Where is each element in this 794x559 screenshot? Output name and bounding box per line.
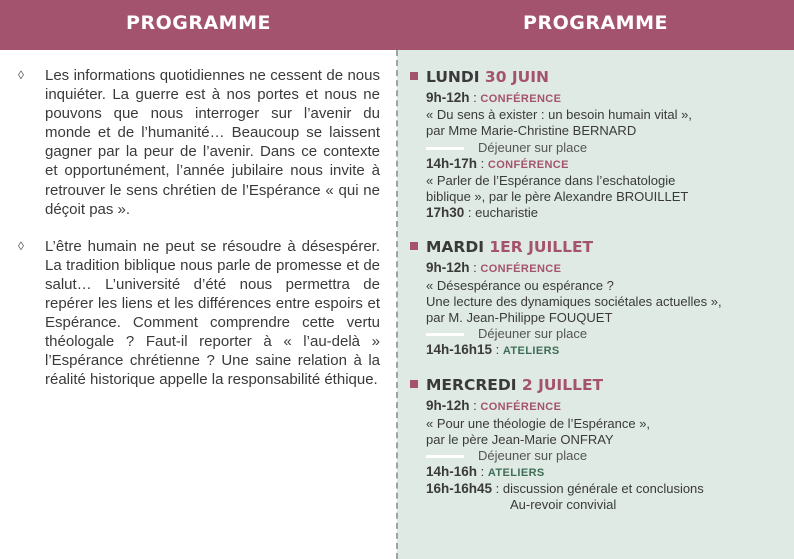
lunch-text: Déjeuner sur place [478, 139, 588, 155]
day-heading [408, 236, 788, 260]
day-date: 2 JUILLET [521, 376, 604, 395]
square-bullet-icon [410, 242, 418, 250]
session-time: 14h-16h15 [426, 342, 493, 358]
separator: : [469, 398, 481, 414]
session-detail: « Parler de l’Espérance dans l’eschatologie [426, 172, 676, 188]
paragraph-text: L’être humain ne peut se résoudre à désespérer. La tradition biblique nous parle de promesse et de salut… L’université d’été nous permettra de repérer les liens et les différences entre espoirs et Espérance. Comment comprendre cette vertu théologale ? Faut-il reporter à « l’au-delà » l’Espérance chrétienne ? Une saine relation à la réalité historique appelle la responsabilité éthique. [45, 237, 380, 389]
session-line [408, 342, 788, 359]
day-name: MERCREDI [426, 376, 522, 395]
day-name: LUNDI [426, 68, 485, 86]
intro-column [18, 66, 380, 408]
diamond-bullet-icon: ◊ [18, 238, 24, 253]
session-detail: biblique », par le père Alexandre BROUILLET [426, 189, 689, 205]
separator: : [469, 90, 481, 105]
session-detail: par Mme Marie-Christine BERNARD [426, 123, 637, 139]
session-time: 14h-17h [426, 155, 478, 171]
lunch-bar [426, 455, 464, 458]
separator: : [492, 342, 503, 358]
day-block-wednesday [408, 374, 788, 513]
intro-paragraph [18, 237, 380, 390]
left-title: PROGRAMME [126, 12, 271, 34]
session-line [408, 156, 788, 173]
session-line [408, 398, 788, 415]
separator: : [492, 481, 503, 497]
session-detail: « Du sens à exister : un besoin humain vital », [426, 107, 692, 123]
day-name: MARDI [426, 238, 490, 257]
right-title: PROGRAMME [523, 12, 668, 34]
diamond-bullet-icon: ◊ [18, 68, 24, 82]
lunch-line [408, 326, 788, 342]
day-date: 30 JUIN [484, 68, 549, 86]
separator: : [469, 260, 481, 276]
day-date: 1ER JUILLET [489, 238, 594, 257]
day-block-monday [408, 66, 788, 221]
session-type: CONFÉRENCE [480, 263, 562, 276]
session-line [408, 481, 788, 497]
session-time: 14h-16h [426, 464, 478, 480]
session-line [408, 205, 788, 221]
lunch-text: Déjeuner sur place [478, 448, 588, 464]
session-line [408, 260, 788, 277]
separator: : [464, 205, 476, 221]
session-detail: par le père Jean-Marie ONFRAY [426, 431, 614, 447]
session-text: discussion générale et conclusions [502, 481, 704, 497]
lunch-bar [426, 333, 464, 336]
separator: : [477, 464, 488, 480]
separator: : [477, 155, 488, 171]
session-detail: « Pour une théologie de l’Espérance », [426, 415, 651, 431]
session-detail: « Désespérance ou espérance ? [426, 277, 614, 293]
session-detail: Au-revoir convivial [510, 497, 617, 513]
session-line [408, 464, 788, 481]
square-bullet-icon [410, 380, 418, 388]
session-type: ATELIERS [502, 345, 560, 358]
session-type: CONFÉRENCE [487, 158, 569, 171]
session-time: 16h-16h45 [426, 481, 493, 497]
dashed-divider [396, 50, 398, 559]
lunch-line [408, 140, 788, 156]
lunch-line [408, 448, 788, 464]
intro-paragraph [18, 66, 380, 219]
header-bar [0, 0, 794, 50]
day-block-tuesday [408, 236, 788, 359]
session-type: ATELIERS [487, 467, 545, 480]
session-type: CONFÉRENCE [480, 401, 562, 414]
day-heading [408, 374, 788, 398]
session-time: 9h-12h [426, 260, 470, 276]
session-text: eucharistie [475, 205, 538, 221]
schedule-column [408, 66, 788, 529]
session-line [408, 90, 788, 107]
lunch-bar [426, 147, 464, 150]
square-bullet-icon [410, 72, 418, 80]
session-time: 9h-12h [426, 90, 470, 105]
lunch-text: Déjeuner sur place [478, 326, 588, 342]
session-time: 17h30 [426, 205, 465, 221]
session-time: 9h-12h [426, 398, 470, 414]
paragraph-text: Les informations quotidiennes ne cessent de nous inquiéter. La guerre est à nos portes et nous ne pouvons que nous interroger sur l’avenir du monde et de l’humanité… Beaucoup se laissent gagner par la peur de l’avenir. Dans ce contexte et opportunément, l’année jubilaire nous invite à retrouver le sens chrétien de l’Espérance « qui ne déçoit pas ». [45, 67, 380, 218]
session-detail: Une lecture des dynamiques sociétales actuelles », [426, 293, 722, 309]
session-type: CONFÉRENCE [480, 93, 562, 105]
session-detail: par M. Jean-Philippe FOUQUET [426, 310, 613, 326]
day-heading [408, 66, 788, 90]
